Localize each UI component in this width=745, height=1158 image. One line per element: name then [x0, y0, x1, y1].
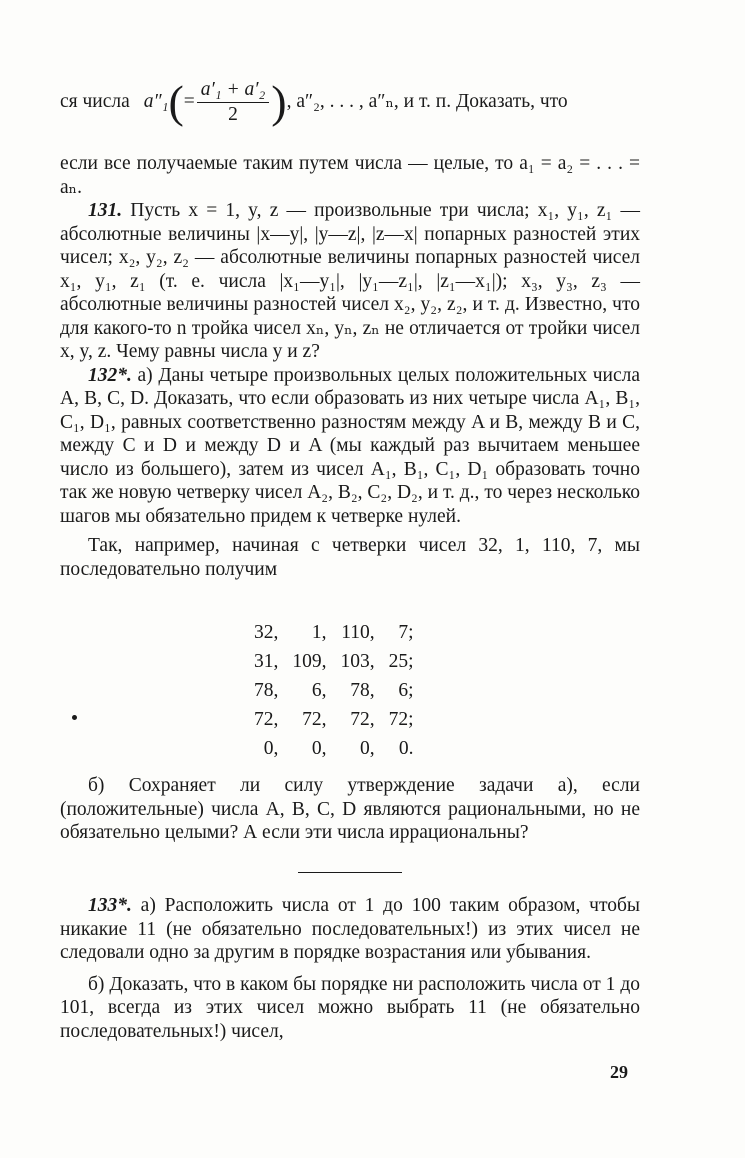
- problem-131-text: Пусть x = 1, y, z — произвольные три числа; x₁, y₁, z₁ — абсолютные величины |x—y|, |y—z|, |z—x| попарных разностей этих чисел; x₂, y₂, z₂ — абсолютные величины попарных разностей чисел x₁, y₁, z₁ (т. е. числа |x₁—y₁|, |y₁—z₁|, |z₁—x₁|); x₃, y₃, z₃ — абсолютные величины разностей чисел x₂, y₂, z₂, и т. д. Известно, что для какого-то n тройка чисел xₙ, yₙ, zₙ не отличается от тройки чисел x, y, z. Чему равны числа y и z?: [60, 200, 640, 362]
- table-cell: 109,: [292, 650, 327, 672]
- right-paren: ): [271, 76, 287, 127]
- left-paren: (: [168, 76, 184, 127]
- table-cell: 6;: [398, 679, 414, 701]
- table-cell: 103,: [340, 650, 375, 672]
- table-cell: 7;: [398, 621, 414, 643]
- problem-132-number: 132*.: [88, 364, 132, 386]
- problem-133-block: [60, 894, 640, 1043]
- page-text: [60, 62, 640, 581]
- example-paragraph: Так, например, начиная с четверки чисел 32, 1, 110, 7, мы последовательно получим: [60, 535, 640, 580]
- table-row: [240, 705, 414, 734]
- table-row: [240, 676, 414, 705]
- table-cell: 110,: [341, 621, 375, 643]
- table-cell: 0,: [311, 737, 327, 759]
- page-number: 29: [610, 1062, 628, 1082]
- formula-symbol: a″₁: [143, 91, 169, 113]
- problem-131: [60, 199, 640, 364]
- table-row: [240, 618, 414, 647]
- formula-prefix: ся числа: [60, 91, 130, 113]
- problem-132-part-b: б) Сохраняет ли силу утверждение задачи а), если (положительные) числа A, B, C, D являются рациональными, но не обязательно целыми? А если эти числа иррациональны?: [60, 775, 640, 843]
- table-cell: 0,: [263, 737, 279, 759]
- number-table: [240, 618, 414, 763]
- fraction-numerator: a′₁ + a′₂: [197, 78, 270, 103]
- problem-133: [60, 894, 640, 965]
- part-b-block: [60, 774, 640, 845]
- table-cell: 25;: [388, 650, 414, 672]
- table-cell: 32,: [254, 621, 279, 643]
- fraction: [197, 78, 270, 126]
- formula-eq: =: [183, 91, 195, 113]
- formula-rest: , a″₂, . . . , a″ₙ, и т. п. Доказать, что: [286, 91, 568, 113]
- problem-133-part-b: б) Доказать, что в каком бы порядке ни расположить числа от 1 до 101, всегда из этих чисел можно выбрать 11 (не обязательно последовательных!) чисел,: [60, 973, 640, 1042]
- problem-133-text: а) Расположить числа от 1 до 100 таким образом, чтобы никакие 11 (не обязательно последовательных!) из этих чисел не следовали одно за другим в порядке возрастания или убывания.: [60, 895, 641, 963]
- stray-dot: [72, 715, 77, 720]
- table-cell: 72;: [388, 708, 414, 730]
- formula-line: [60, 62, 640, 142]
- table-row: [240, 647, 414, 676]
- problem-132: [60, 364, 640, 529]
- table-cell: 72,: [254, 708, 279, 730]
- table-cell: 31,: [254, 650, 279, 672]
- table-row: [240, 734, 414, 763]
- problem-131-number: 131.: [88, 200, 123, 221]
- table-cell: 0,: [360, 737, 375, 759]
- table-cell: 72,: [350, 708, 375, 730]
- paragraph-intro: если все получаемые таким путем числа — целые, то a₁ = a₂ = . . . = aₙ.: [60, 153, 640, 198]
- table-cell: 0.: [398, 737, 414, 759]
- section-divider: [298, 872, 402, 873]
- fraction-denominator: 2: [228, 103, 238, 125]
- table-cell: 6,: [311, 679, 327, 701]
- table-cell: 78,: [350, 679, 375, 701]
- table-cell: 72,: [302, 708, 327, 730]
- table-cell: 1,: [311, 621, 327, 643]
- table-cell: 78,: [254, 679, 279, 701]
- problem-133-number: 133*.: [88, 895, 132, 916]
- problem-132-text: а) Даны четыре произвольных целых положительных числа A, B, C, D. Доказать, что если образовать из них четыре числа A₁, B₁, C₁, D₁, равных соответственно разностям между A и B, между B и C, между C и D и между D и A (мы каждый раз вычитаем меньшее число из большего), затем из чисел A₁, B₁, C₁, D₁ образовать точно так же новую четверку чисел A₂, B₂, C₂, D₂, и т. д., то через несколько шагов мы обязательно придем к четверке нулей.: [60, 364, 641, 527]
